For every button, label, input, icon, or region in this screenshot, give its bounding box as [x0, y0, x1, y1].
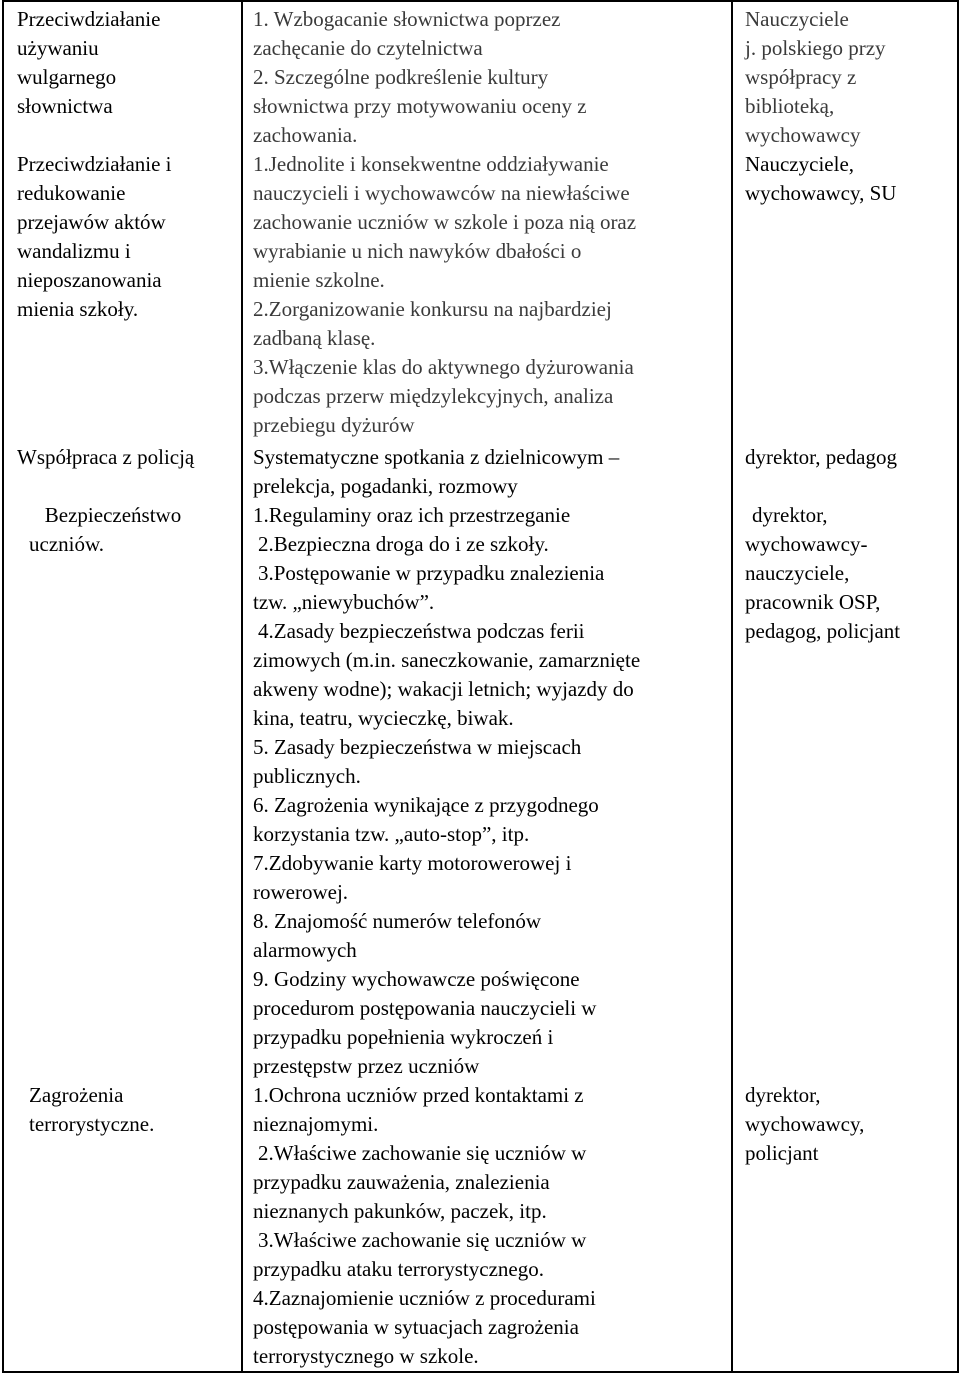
cell-line: zachowanie uczniów w szkole i poza nią oraz: [253, 210, 637, 234]
cell-line: wandalizmu i: [17, 239, 131, 263]
cell-line: terrorystyczne.: [29, 1112, 155, 1136]
cell-line: kina, teatru, wycieczkę, biwak.: [253, 706, 514, 730]
cell-line: Zagrożenia: [29, 1083, 124, 1107]
cell-line: dyrektor,: [745, 1083, 821, 1107]
cell-line: 7.Zdobywanie karty motorowerowej i: [253, 851, 572, 875]
cell-line: wychowawcy, SU: [745, 181, 897, 205]
cell-line: policjant: [745, 1141, 819, 1165]
cell-line: 4.Zasady bezpieczeństwa podczas ferii: [258, 619, 585, 643]
cell-line: tzw. „niewybuchów”.: [253, 590, 435, 614]
table-border-top: [2, 0, 959, 2]
cell-line: biblioteką,: [745, 94, 835, 118]
table-cell-r3-topic: [17, 443, 242, 472]
cell-line: 2. Szczególne podkreślenie kultury: [253, 65, 549, 89]
table-cell-r2-topic: [17, 150, 237, 324]
table-border-right: [957, 0, 959, 1373]
cell-line: pedagog, policjant: [745, 619, 901, 643]
cell-line: terrorystycznego w szkole.: [253, 1344, 479, 1368]
cell-line: 1.Ochrona uczniów przed kontaktami z: [253, 1083, 584, 1107]
cell-line: nieposzanowania: [17, 268, 162, 292]
cell-line: podczas przerw międzylekcyjnych, analiza: [253, 384, 614, 408]
table-cell-r5-actions: [253, 1081, 728, 1371]
cell-line: 2.Zorganizowanie konkursu na najbardziej: [253, 297, 612, 321]
cell-line: j. polskiego przy: [745, 36, 886, 60]
table-cell-r1-actions: [253, 5, 728, 150]
cell-line: przypadku zauważenia, znalezienia: [253, 1170, 550, 1194]
cell-line: 3.Postępowanie w przypadku znalezienia: [258, 561, 605, 585]
table-cell-r5-topic: [29, 1081, 234, 1139]
cell-line: przebiegu dyżurów: [253, 413, 415, 437]
cell-line: wychowawcy-: [745, 532, 868, 556]
table-border-bottom: [2, 1371, 959, 1373]
cell-line: 6. Zagrożenia wynikające z przygodnego: [253, 793, 599, 817]
cell-line: 3.Właściwe zachowanie się uczniów w: [258, 1228, 587, 1252]
cell-line: przestępstw przez uczniów: [253, 1054, 480, 1078]
cell-line: 5. Zasady bezpieczeństwa w miejscach: [253, 735, 582, 759]
cell-line: nieznanych pakunków, paczek, itp.: [253, 1199, 547, 1223]
cell-line: 4.Zaznajomienie uczniów z procedurami: [253, 1286, 596, 1310]
cell-line: Nauczyciele: [745, 7, 849, 31]
table-cell-r3-responsible: [745, 443, 955, 472]
cell-line: zachowania.: [253, 123, 358, 147]
cell-line: współpracy z: [745, 65, 857, 89]
cell-line: 1. Wzbogacanie słownictwa poprzez: [253, 7, 561, 31]
cell-line: 3.Włączenie klas do aktywnego dyżurowania: [253, 355, 634, 379]
table-border-left: [2, 0, 4, 1373]
cell-line: pracownik OSP,: [745, 590, 881, 614]
cell-line: akweny wodne); wakacji letnich; wyjazdy do: [253, 677, 634, 701]
cell-line: postępowania w sytuacjach zagrożenia: [253, 1315, 579, 1339]
cell-line: prelekcja, pogadanki, rozmowy: [253, 474, 518, 498]
cell-line: 9. Godziny wychowawcze poświęcone: [253, 967, 580, 991]
table-cell-r2-actions: [253, 150, 728, 440]
table-cell-r4-topic: [4, 501, 222, 559]
cell-line: nauczyciele,: [745, 561, 850, 585]
cell-line: nauczycieli i wychowawców na niewłaściwe: [253, 181, 630, 205]
cell-line: dyrektor,: [752, 503, 828, 527]
cell-line: 8. Znajomość numerów telefonów: [253, 909, 542, 933]
cell-line: 1.Jednolite i konsekwentne oddziaływanie: [253, 152, 609, 176]
cell-line: wychowawcy: [745, 123, 861, 147]
cell-line: używaniu: [17, 36, 99, 60]
table-cell-r1-responsible: [745, 5, 955, 150]
cell-line: korzystania tzw. „auto-stop”, itp.: [253, 822, 530, 846]
table-cell-r3-actions: [253, 443, 728, 501]
table-cell-r4-responsible: [745, 501, 955, 646]
cell-line: Bezpieczeństwo: [44, 503, 182, 527]
table-cell-r2-responsible: [745, 150, 955, 208]
cell-line: 2.Bezpieczna droga do i ze szkoły.: [258, 532, 549, 556]
cell-line: wulgarnego: [17, 65, 117, 89]
cell-line: Przeciwdziałanie: [17, 7, 161, 31]
cell-line: publicznych.: [253, 764, 361, 788]
cell-line: Współpraca z policją: [17, 445, 195, 469]
cell-line: nieznajomymi.: [253, 1112, 379, 1136]
cell-line: słownictwa przy motywowaniu oceny z: [253, 94, 587, 118]
cell-line: procedurom postępowania nauczycieli w: [253, 996, 597, 1020]
table-column-divider-2: [731, 0, 733, 1373]
cell-line: Przeciwdziałanie i: [17, 152, 172, 176]
cell-line: dyrektor, pedagog: [745, 445, 897, 469]
cell-line: mienie szkolne.: [253, 268, 385, 292]
cell-line: wyrabianie u nich nawyków dbałości o: [253, 239, 582, 263]
cell-line: przypadku ataku terrorystycznego.: [253, 1257, 544, 1281]
cell-line: przejawów aktów: [17, 210, 166, 234]
cell-line: wychowawcy,: [745, 1112, 865, 1136]
cell-line: redukowanie: [17, 181, 126, 205]
cell-line: 2.Właściwe zachowanie się uczniów w: [258, 1141, 587, 1165]
cell-line: zimowych (m.in. saneczkowanie, zamarznięte: [253, 648, 641, 672]
cell-line: rowerowej.: [253, 880, 349, 904]
cell-line: alarmowych: [253, 938, 357, 962]
table-column-divider-1: [241, 0, 243, 1373]
cell-line: uczniów.: [29, 532, 105, 556]
cell-line: zachęcanie do czytelnictwa: [253, 36, 483, 60]
cell-line: zadbaną klasę.: [253, 326, 376, 350]
table-cell-r4-actions: [253, 501, 728, 1081]
cell-line: mienia szkoły.: [17, 297, 139, 321]
cell-line: słownictwa: [17, 94, 113, 118]
cell-line: przypadku popełnienia wykroczeń i: [253, 1025, 554, 1049]
cell-line: Systematyczne spotkania z dzielnicowym –: [253, 445, 620, 469]
cell-line: 1.Regulaminy oraz ich przestrzeganie: [253, 503, 571, 527]
cell-line: Nauczyciele,: [745, 152, 855, 176]
table-cell-r5-responsible: [745, 1081, 955, 1168]
table-cell-r1-topic: [17, 5, 237, 121]
